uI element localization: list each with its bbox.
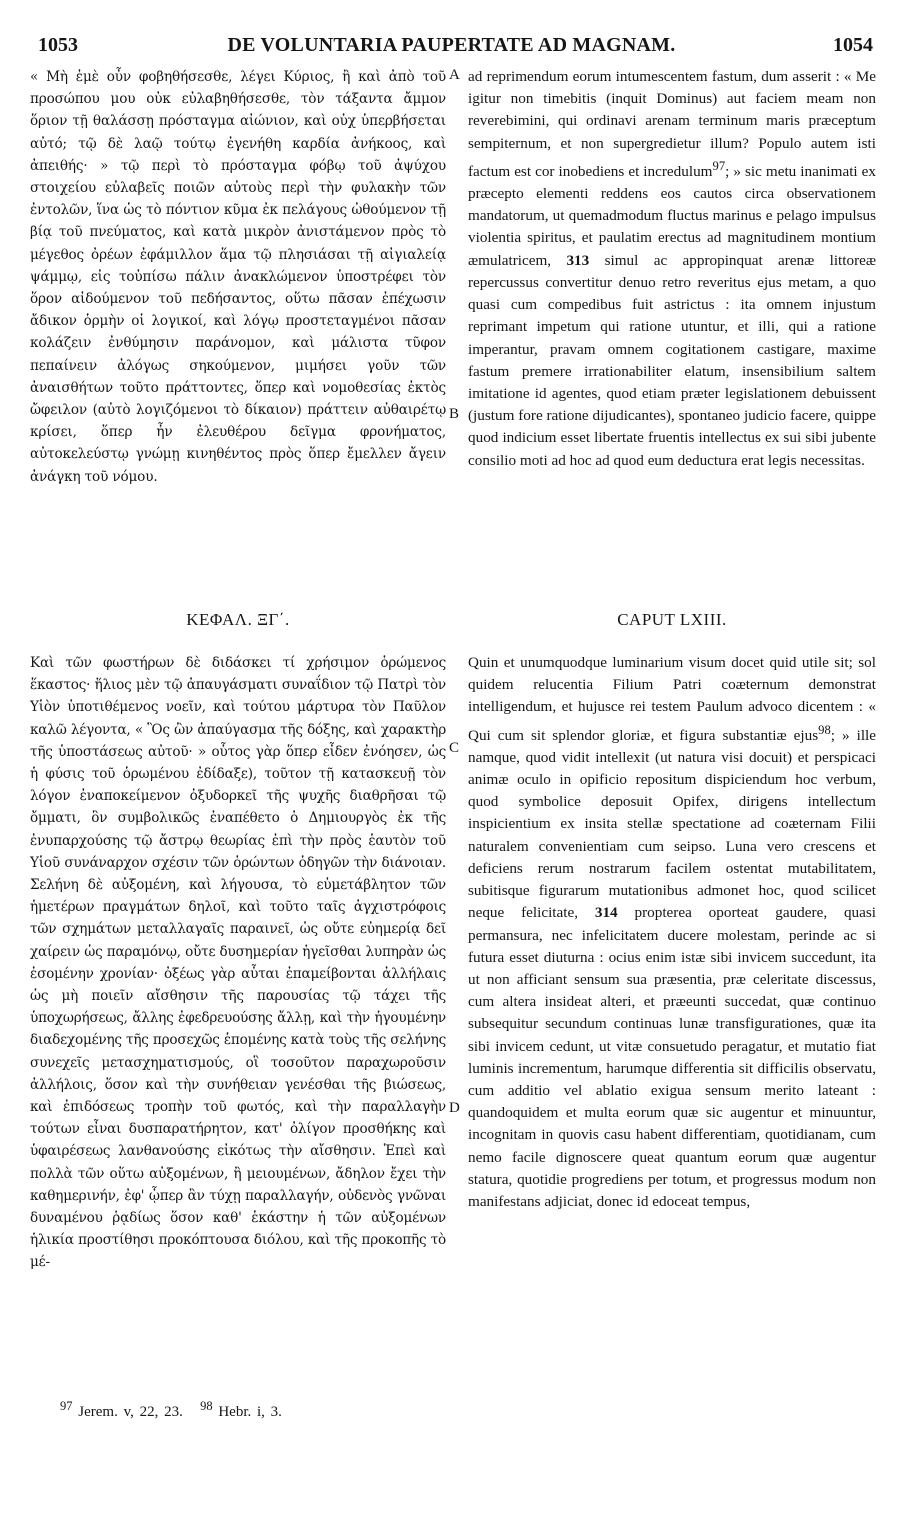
footnote-ref: 98 <box>818 722 831 737</box>
page-number-right: 1054 <box>833 34 873 56</box>
latin-text: propterea oporteat gaudere, quasi permansura, nec infelicitatem ducere molestam, perinde ac si futura esset diuturna : ocius enim istæ sibi invicem succedunt, ita ut non afficiant sensum sua præsentia, præ celeritate discessus, cum altera insideat alteri, et præeunti succedat, quæ continuo subsequitur secundum continuas lunæ transfigurationes, quæ ita sibi invicem cedunt, ut vitæ consuetudo peragatur, et mutatio fiat luminis incrementum, harumque differentia sit difficilis observatu, cum additio vel ablatio exigua sensum merito lateant : quandoquidem et multa eorum quæ sic augentur et minuuntur, incognitam in quovis casu habent differentiam, quotidianam, cum nemo facile dignoscere queat quantum eorum quæ augentur statura, quotidie progrediens per totum, et progressus modum non manifestans adjiciat, donec id edoceat tempus, <box>468 904 877 1210</box>
footnote-mark: 97 <box>60 1399 73 1413</box>
footnote-mark: 98 <box>200 1399 213 1413</box>
column-marker-314: 314 <box>594 904 618 922</box>
latin-text: ; » ille namque, quod vidit intellexit (ut natura visi docuit) et perspicaci animæ oculo in opificio repositum dispiciendum hoc verbum, quod symbolice deposuit Opifex, dirigens intellectum inspicientium ex insita stellæ spectatione ad coæternam Filii naturalem convenientiam cum seipso. Luna vero crescens et deficiens rerum nostrarum facilem ostentat mutabilitatem, subitisque figurarum mutationibus admonet hoc, quod scilicet neque felicitate, <box>468 726 877 922</box>
footnotes <box>60 1399 282 1421</box>
footnote-98: Hebr. i, 3. <box>218 1404 282 1420</box>
greek-paragraph-1: « Μὴ ἐμὲ οὖν φοβηθήσεσθε, λέγει Κύριος, ἢ καὶ ἀπὸ τοῦ προσώπου μου οὐκ εὐλαβηθήσεσθε, τὸν τάξαντα ἄμμον ὅριον τῇ θαλάσσῃ πρόσταγμα αἰώνιον, καὶ οὐχ ὑπερβήσεται αὐτό; τῷ δὲ λαῷ τούτῳ ἐγενήθη καρδία ἀνήκοος, καὶ ἀπειθής· » τῷ περὶ τὸ πρόσταγμα φόβῳ τοῦ ἀψύχου στοιχείου εὐλαβεῖς ποιῶν αὐτοὺς περὶ τὴν φυλακὴν τῶν ἐντολῶν, ἵνα ὡς τὸ πόντιον κῦμα ἐκ πελάγους ὠθούμενον τῇ βίᾳ τοῦ πνεύματος, καὶ κατὰ μικρὸν ἀνιστάμενον πρὸς τὸ μέγεθος ὀρέων ἐφάμιλλον ἅμα τῷ πλησιάσαι τῇ αἰγιαλείᾳ ψάμμῳ, εἰς τοὐπίσω πάλιν ἀνακλώμενον ὑποστρέφει τὸν ὅρον αἰδούμενον τοῦ πεδήσαντος, οὕτω πᾶσαν ἐπέχωσιν ἄδικον ὁρμὴν οἱ λογικοί, καὶ λόγῳ προστεταγμένοι πᾶσαν κολάζειν ἐνθύμησιν παράνομον, καὶ μάλιστα τῦφον πεπαίνειν ἀλόγως σηκούμενον, μιμήσει γοῦν τῶν ἀναισθήτων τοῦτο πράττοντες, ὅπερ καὶ νομοθεσίας ἐκτὸς ὤφειλον (αὐτὸ λογιζόμενοι τὸ δίκαιον) πράττειν αὐθαιρέτῳ κρίσει, ὅπερ ἦν ἐλευθέρου δεῖγμα φρονήματος, αὐτοκελεύστῳ γνώμῃ κινηθέντος πρὸς ὅπερ ἔμελλεν ἄγειν ἀνάγκη τοῦ νόμου. <box>30 69 446 485</box>
footnote-ref: 97 <box>712 158 726 173</box>
footnote-97: Jerem. v, 22, 23. <box>78 1404 183 1420</box>
margin-letter-a: A <box>449 67 460 83</box>
margin-letter-b: B <box>449 406 460 422</box>
column-marker-313: 313 <box>566 251 590 269</box>
greek-chapter-heading: ΚΕΦΑΛ. ΞΓ΄. <box>186 610 290 629</box>
latin-text: Quin et unumquodque luminarium visum docet quid utile sit; sol quidem relucentia Filium Patri coæternum demonstrat intelligendum, et hujusce rei testem Paulum advoco dicentem : « Qui cum sit splendor gloriæ, et figura substantiæ ejus <box>468 654 876 744</box>
margin-letter-d: D <box>449 1100 460 1116</box>
latin-text: ; » sic metu inanimati ex præcepto elementi reddens eos cautos circa observationem mandatorum, ut quemadmodum fluctus marinus e pelago impulsus violentia spiritus, et paulatim erectus ad magnitudinem montium æmulatricem, <box>468 162 877 269</box>
latin-paragraph-2 <box>468 652 876 1213</box>
page-number-left: 1053 <box>38 34 78 56</box>
greek-paragraph-2: Καὶ τῶν φωστήρων δὲ διδάσκει τί χρήσιμον ὁρώμενος ἕκαστος· ἥλιος μὲν τῷ ἀπαυγάσματι συναΐδιον τῷ Πατρὶ τὸν Υἱὸν ὑποτιθέμενος νοεῖν, καὶ τούτου μάρτυρα τὸν Παῦλον καλῶ λέγοντα, « Ὃς ὢν ἀπαύγασμα τῆς δόξης, καὶ χαρακτὴρ τῆς ὑποστάσεως αὐτοῦ· » οὗτος γὰρ ὅπερ εἶδεν ἐνόησεν, ὡς ἡ φύσις τοῦ ὁρωμένου ἐδίδαξε), τοῦτον τῇ κατασκευῇ τὸν λόγον ἐναποκείμενον ὀξυδορκεῖ τῆς ψυχῆς διαθρῆσαι τῷ ὄμματι, ὃν συμβολικῶς ἐναπέθετο ὁ Δημιουργὸς ἐκ τῆς ἐνυπαρχούσης τῷ ἄστρῳ θεωρίας ἐπὶ τὴν πρὸς ἑαυτὸν τοῦ Υἱοῦ συνάναρχον σχέσιν τῶν ὁρώντων ὁδηγῶν τὴν διάνοιαν. Σελήνη δὲ αὐξομένη, καὶ λήγουσα, τὸ εὐμετάβλητον τῶν ἡμετέρων πραγμάτων δηλοῖ, καὶ τοῦτο ταῖς ἀγχιστρόφοις τῶν σχημάτων μεταλλαγαῖς παραινεῖ, ὡς οὔτε εὐημερίᾳ δεῖ χαίρειν ὡς παραμόνῳ, οὔτε δυσημερίαν ἡγεῖσθαι λυπηρὰν ὡς ἐσομένην χρονίαν· ὀξέως γὰρ αὗται ἐπαμείβονται ἀλλήλαις ὡς μὴ ποιεῖν αἴσθησιν τῆς παρουσίας τῷ τάχει τῆς ὑποχωρήσεως, ἄλλης ἐφεδρευούσης ἄλλῃ, καὶ τὴν ἡγουμένην διαδεχομένης τῆς προσεχῶς ἑπομένης κατὰ τοὺς τῆς σελήνης συνεχεῖς μετασχηματισμούς, οἳ τοσοῦτον παραχωροῦσιν ἀλλήλοις, ὅσον καὶ τὴν συνήθειαν γενέσθαι τῆς βιώσεως, καὶ ἐπιδόσεως τροπὴν τοῦ φωτός, καὶ τὴν παραλλαγὴν τούτων εἶναι δυσπαρατήρητον, κατ' ὀλίγον προσθήκης καὶ ὑφαιρέσεως λανθανούσης εἰκότως τὴν αἴσθησιν. Ἐπεὶ καὶ πολλὰ τῶν οὕτω αὐξομένων, ἢ μειουμένων, ἄδηλον ἔχει τὴν καθημερινήν, ἐφ' ᾧπερ ἂν τύχῃ παραλλαγήν, οὐδενὸς γνῶναι δυναμένου ῥᾳδίως ὅσον καθ' ἑκάστην ἡ τῶν αὐξομένων ἡλικία προστίθησι προκόπτουσα διόλου, καὶ τῆς προκοπῆς τὸ μέ- <box>30 655 446 1271</box>
margin-letter-c: C <box>449 740 460 756</box>
latin-chapter-heading: CAPUT LXIII. <box>617 610 727 629</box>
latin-text: simul ac appropinquat arenæ littoreæ repercussus convertitur denuo retro reveritus ejus metam, a quo quasi cum compedibus fuit astrictus : ita omnem injustum reprimant impetum qui ratione utuntur, et illi, qui a ratione imperantur, pravam omnem cogitationem castigare, maxime fastum premere irrationabiliter elatum, insensibilium saltem imitatione id agentes, quod etiam præter legislationem debuissent (justum fore ratione dijudicantes), spontaneo judicio facere, quippe quod indicium esset libertate fruentis intellectus ex sui sibi jubente consilio moti ad hoc ad quod eum deductura erat legis necessitas. <box>468 251 877 469</box>
running-title: DE VOLUNTARIA PAUPERTATE AD MAGNAM. <box>227 34 676 56</box>
latin-paragraph-1 <box>468 66 876 472</box>
page-header <box>30 30 873 60</box>
latin-text: ad reprimendum eorum intumescentem fastum, dum asserit : « Me igitur non timebitis (inquit Dominus) aut faciem meam non reverebimini, qui ordinavi arenam terminum maris præceptum sempiternum, et non supergredietur illum? Populo autem isti factum est cor inobediens et incredulum <box>468 68 876 180</box>
